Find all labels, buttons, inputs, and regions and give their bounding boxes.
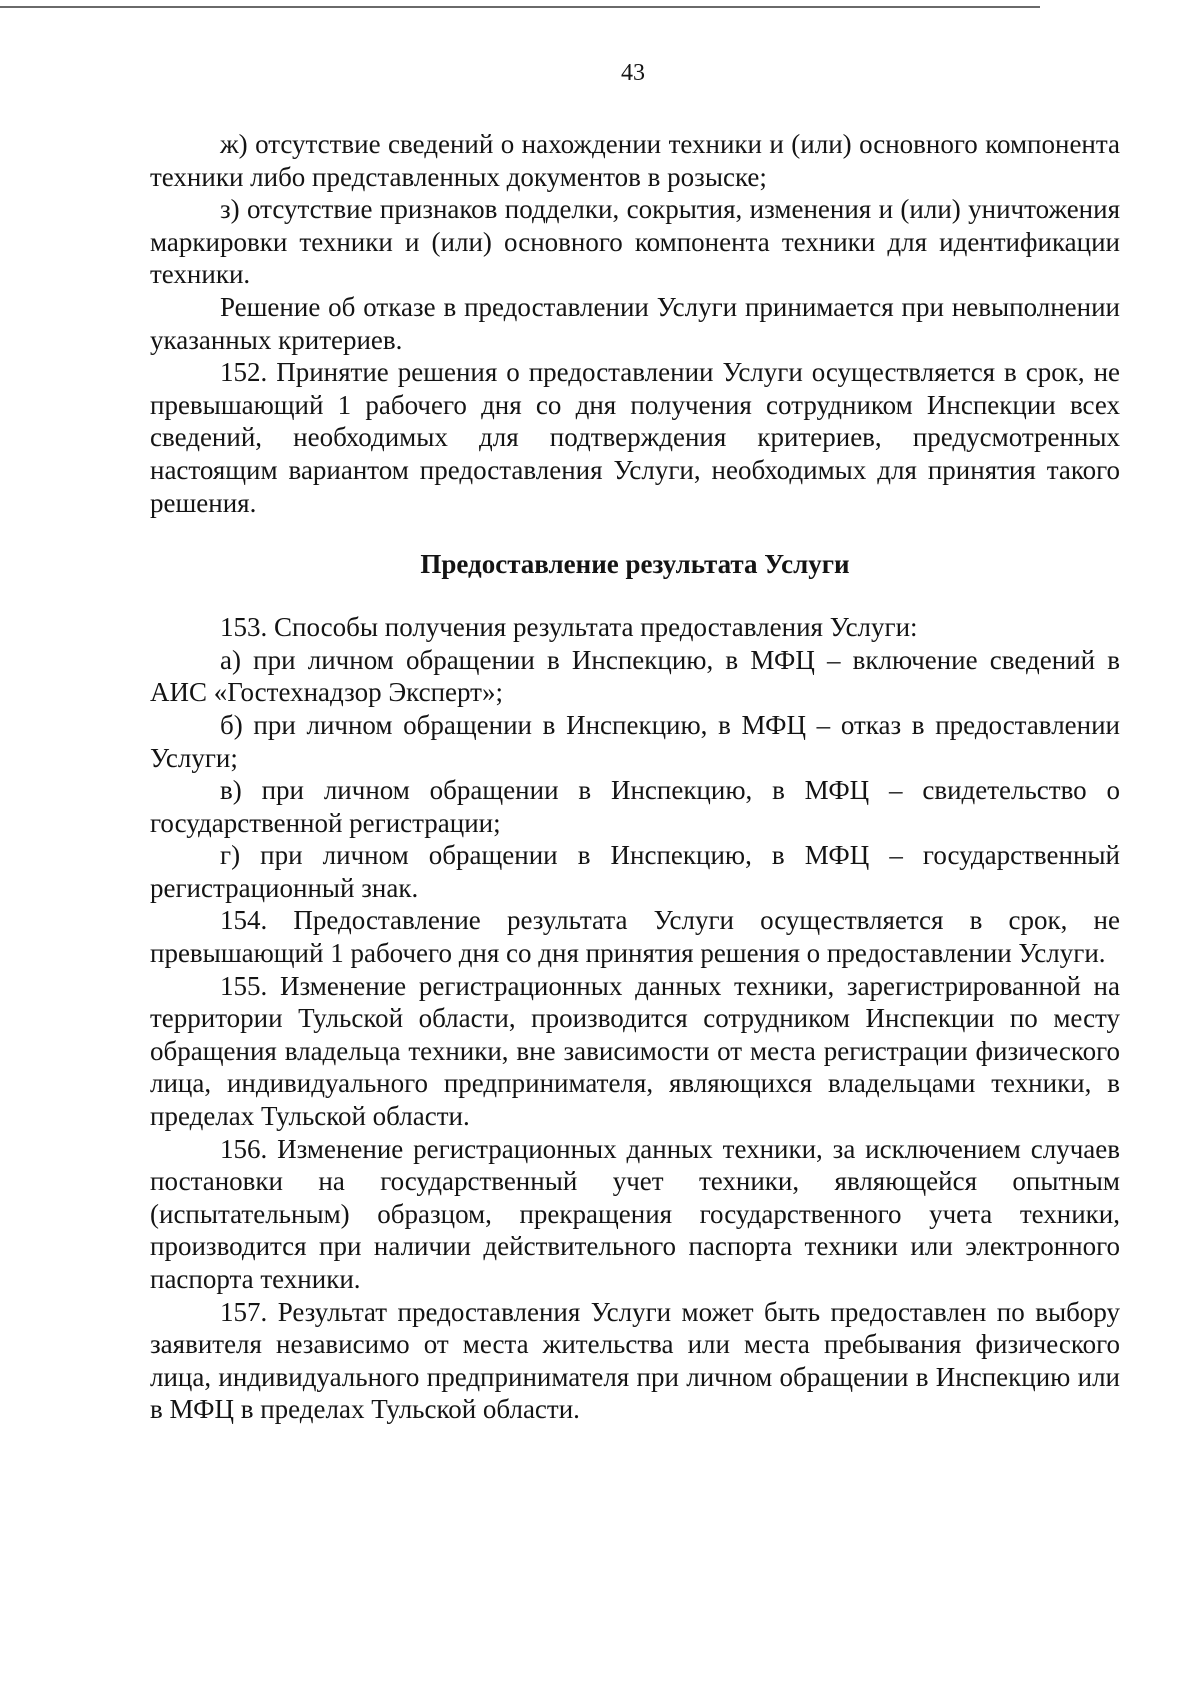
paragraph-157: 157. Результат предоставления Услуги может быть предоставлен по выбору заявителя независимо от места жительства или места пребывания физического лица, индивидуального предпринимателя при личном обращении в Инспекцию или в МФЦ в пределах Тульской области. bbox=[150, 1296, 1120, 1425]
document-body bbox=[150, 128, 1120, 1426]
paragraph-153: 153. Способы получения результата предоставления Услуги: bbox=[220, 612, 918, 643]
paragraph-z: з) отсутствие признаков подделки, сокрытия, изменения и (или) уничтожения маркировки техники и (или) основного компонента техники для идентификации техники. bbox=[150, 194, 1120, 290]
paragraph-152: 152. Принятие решения о предоставлении Услуги осуществляется в срок, не превышающий 1 рабочего дня со дня получения сотрудником Инспекции всех сведений, необходимых для подтверждения критериев, предусмотренных настоящим вариантом предоставления Услуги, необходимых для принятия такого решения. bbox=[150, 357, 1120, 518]
paragraph-153-a: а) при личном обращении в Инспекцию, в МФЦ – включение сведений в АИС «Гостехнадзор Эксперт»; bbox=[150, 644, 1120, 708]
paragraph-zh: ж) отсутствие сведений о нахождении техники и (или) основного компонента техники либо представленных документов в розыске; bbox=[150, 129, 1120, 192]
paragraph-156: 156. Изменение регистрационных данных техники, за исключением случаев постановки на государственный учет техники, являющейся опытным (испытательным) образцом, прекращения государственного учета техники, производится при наличии действительного паспорта техники или электронного паспорта техники. bbox=[150, 1133, 1120, 1294]
paragraph-153-v: в) при личном обращении в Инспекцию, в МФЦ – свидетельство о государственной регистрации; bbox=[150, 775, 1120, 838]
paragraph-154: 154. Предоставление результата Услуги осуществляется в срок, не превышающий 1 рабочего дня со дня принятия решения о предоставлении Услуги. bbox=[150, 905, 1120, 969]
paragraph-153-b: б) при личном обращении в Инспекцию, в МФЦ – отказ в предоставлении Услуги; bbox=[150, 709, 1120, 773]
paragraph-refusal-decision: Решение об отказе в предоставлении Услуги принимается при невыполнении указанных критериев. bbox=[150, 291, 1120, 355]
paragraph-155: 155. Изменение регистрационных данных техники, зарегистрированной на территории Тульской области, производится сотрудником Инспекции по месту обращения владельца техники, вне зависимости от места регистрации физического лица, индивидуального предпринимателя, являющихся владельцами техники, в пределах Тульской области. bbox=[150, 970, 1120, 1132]
paragraph-153-g: г) при личном обращении в Инспекцию, в МФЦ – государственный регистрационный знак. bbox=[150, 840, 1120, 903]
top-border-line bbox=[0, 6, 1040, 8]
page-number: 43 bbox=[621, 60, 645, 86]
section-heading: Предоставление результата Услуги bbox=[420, 549, 850, 580]
